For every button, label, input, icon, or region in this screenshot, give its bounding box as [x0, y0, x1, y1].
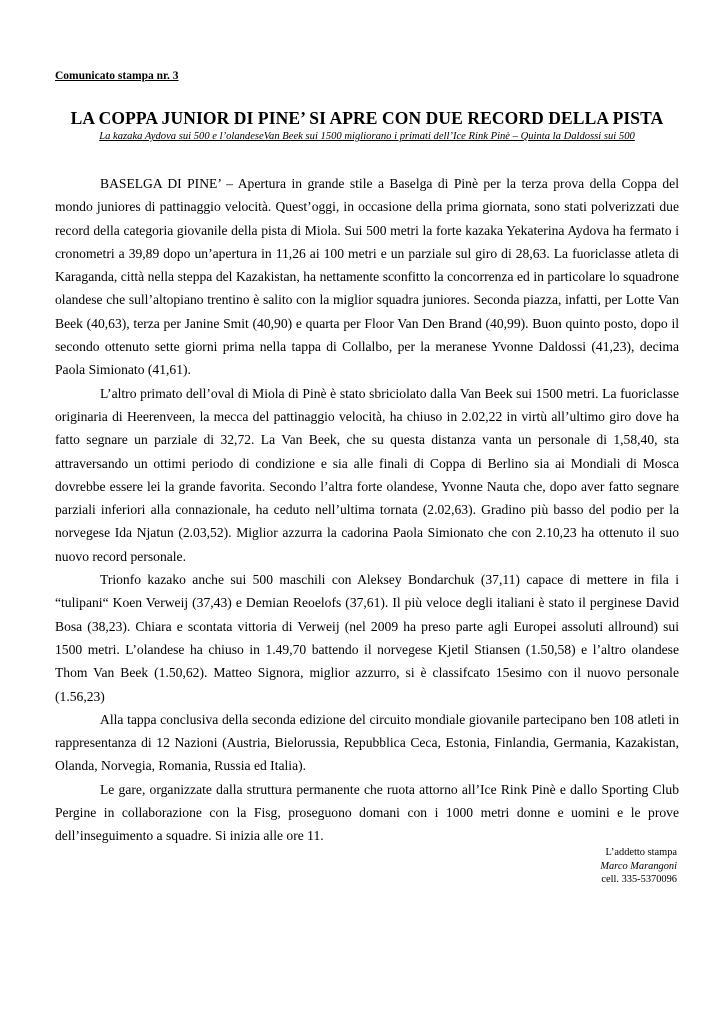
document-page	[55, 0, 679, 1024]
page-subtitle: La kazaka Aydova sui 500 e l’olandeseVan Beek sui 1500 migliorano i primati dell’Ice Rink Pinè – Quinta la Daldossi sui 500	[99, 131, 635, 142]
signature-block	[600, 846, 677, 887]
paragraph: L’altro primato dell’oval di Miola di Pinè è stato sbriciolato dalla Van Beek sui 1500 metri. La fuoriclasse originaria di Heerenveen, la mecca del pattinaggio velocità, ha chiuso in 2.02,22 in virtù all’ultimo giro dove ha fatto segnare un parziale di 32,72. La Van Beek, che su questa distanza vanta un personale di 1,58,40, sta attraversando un ottimi periodo di condizione e sia alle finali di Coppa di Berlino sia ai Mondiali di Mosca dovrebbe essere lei la grande favorita. Secondo l’altra forte olandese, Yvonne Nauta che, dopo aver fatto segnare parziali inferiori alla connazionale, ha ceduto nell’ultima tornata (2.02,63). Gradino più basso del podio per la norvegese Ida Njatun (2.03,52). Miglior azzurra la cadorina Paola Simionato che con 2.10,23 ha ottenuto il suo nuovo record personale.	[55, 385, 679, 564]
release-number: Comunicato stampa nr. 3	[55, 70, 179, 82]
article-body	[55, 172, 679, 848]
paragraph: Trionfo kazako anche sui 500 maschili con Aleksey Bondarchuk (37,11) capace di mettere in fila i “tulipani“ Koen Verweij (37,43) e Demian Reoelofs (37,61). Il più veloce degli italiani è stato il perginese David Bosa (38,23). Chiara e scontata vittoria di Verweij (nel 2009 ha preso parte agli Europei assoluti allround) sui 1500 metri. L’olandese ha chiuso in 1.49,70 battendo il norvegese Kjetil Stiansen (1.50,58) e l’altro olandese Thom Van Beek (1.50,62). Matteo Signora, miglior azzurro, si è classifcato 15esimo con il nuovo personale (1.56,23)	[55, 572, 679, 704]
signature-role: L’addetto stampa	[605, 847, 677, 858]
paragraph: Alla tappa conclusiva della seconda edizione del circuito mondiale giovanile partecipano ben 108 atleti in rappresentanza di 12 Nazioni (Austria, Bielorussia, Repubblica Ceca, Estonia, Finlandia, Germania, Kazakistan, Olanda, Norvegia, Romania, Russia ed Italia).	[55, 711, 679, 774]
paragraph: BASELGA DI PINE’ – Apertura in grande stile a Baselga di Pinè per la terza prova della Coppa del mondo juniores di pattinaggio velocità. Quest’oggi, in occasione della prima giornata, sono stati polverizzati due record della categoria giovanile della pista di Miola. Sui 500 metri la forte kazaka Yekaterina Aydova ha fermato i cronometri a 39,89 dopo un’apertura in 11,26 ai 100 metri e un parziale sul giro di 28,63. La fuoriclasse atleta di Karaganda, città nella steppa del Kazakistan, ha nettamente sconfitto la concorrenza ed in particolare lo squadrone olandese che sull’altopiano trentino è salito con la miglior squadra juniores. Seconda piazza, infatti, per Lotte Van Beek (40,63), terza per Janine Smit (40,90) e quarta per Floor Van Den Brand (40,99). Buon quinto posto, dopo il secondo ottenuto sette giorni prima nella tappa di Collalbo, per la meranese Yvonne Daldossi (41,23), decima Paola Simionato (41,61).	[55, 176, 679, 378]
paragraph: Le gare, organizzate dalla struttura permanente che ruota attorno all’Ice Rink Pinè e dallo Sporting Club Pergine in collaborazione con la Fisg, proseguono domani con i 1000 metri donne e uomini e le prove dell’inseguimento a squadre. Si inizia alle ore 11.	[55, 781, 679, 844]
signature-name: Marco Marangoni	[600, 860, 677, 872]
page-title: LA COPPA JUNIOR DI PINE’ SI APRE CON DUE RECORD DELLA PISTA	[70, 108, 664, 128]
signature-phone: cell. 335-5370096	[601, 874, 677, 885]
